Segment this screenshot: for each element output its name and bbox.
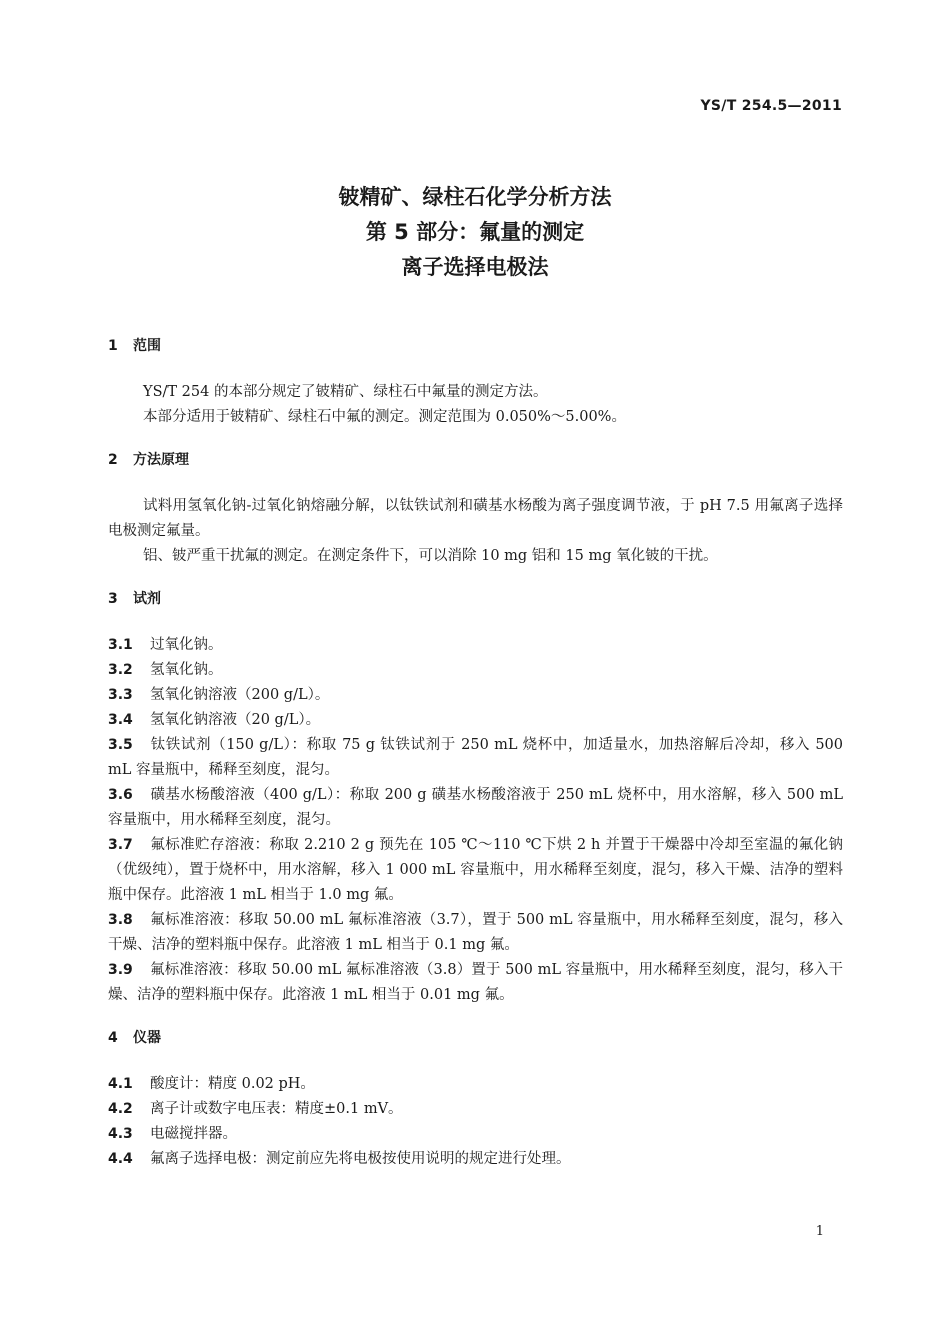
section-title: 范围 [133, 338, 161, 354]
list-item [108, 1147, 843, 1172]
list-item [108, 658, 843, 683]
item-text: 酸度计：精度 0.02 pH。 [150, 1076, 315, 1092]
section-number: 1 [108, 338, 118, 354]
list-item [108, 1072, 843, 1097]
item-text: 氟标准溶液：移取 50.00 mL 氟标准溶液（3.8）置于 500 mL 容量瓶中，用水稀释至刻度，混匀，移入干燥、洁净的塑料瓶中保存。此溶液 1 mL 相当于 0.01 mg 氟。 [108, 962, 843, 1003]
list-item [108, 683, 843, 708]
list-item [108, 908, 843, 958]
list-item [108, 708, 843, 733]
section-heading-apparatus [108, 1026, 843, 1050]
section-number: 4 [108, 1030, 118, 1046]
item-text: 磺基水杨酸溶液（400 g/L）：称取 200 g 磺基水杨酸溶液于 250 mL 烧杯中，用水溶解，移入 500 mL 容量瓶中，用水稀释至刻度，混匀。 [108, 787, 843, 828]
section-heading-scope [108, 334, 843, 358]
document-body [108, 334, 843, 1172]
item-text: 离子计或数字电压表：精度±0.1 mV。 [150, 1101, 403, 1117]
list-item [108, 958, 843, 1008]
document-title [0, 180, 950, 285]
section-number: 3 [108, 591, 118, 607]
item-number: 4.1 [108, 1076, 133, 1092]
list-item [108, 633, 843, 658]
title-line-2: 第 5 部分：氟量的测定 [365, 220, 585, 244]
item-number: 3.1 [108, 637, 133, 653]
section-title: 试剂 [133, 591, 161, 607]
item-number: 3.9 [108, 962, 133, 978]
paragraph: 本部分适用于铍精矿、绿柱石中氟的测定。测定范围为 0.050%～5.00%。 [143, 409, 626, 425]
title-line-1: 铍精矿、绿柱石化学分析方法 [338, 185, 612, 209]
item-number: 3.5 [108, 737, 133, 753]
item-number: 3.8 [108, 912, 133, 928]
item-text: 过氧化钠。 [150, 637, 223, 653]
item-number: 4.4 [108, 1151, 133, 1167]
item-number: 4.3 [108, 1126, 133, 1142]
item-text: 氢氧化钠。 [150, 662, 223, 678]
section-title: 仪器 [133, 1030, 161, 1046]
list-item [108, 1097, 843, 1122]
list-item [108, 833, 843, 908]
paragraph: YS/T 254 的本部分规定了铍精矿、绿柱石中氟量的测定方法。 [143, 384, 548, 400]
item-number: 3.6 [108, 787, 133, 803]
item-text: 氟标准贮存溶液：称取 2.210 2 g 预先在 105 ℃～110 ℃下烘 2 h 并置于干燥器中冷却至室温的氟化钠（优级纯），置于烧杯中，用水溶解，移入 1 000 mL 容量瓶中，用水稀释至刻度，混匀，移入干燥、洁净的塑料瓶中保存。此溶液 1 mL 相当于 1.0 mg 氟。 [108, 837, 843, 903]
item-text: 钛铁试剂（150 g/L）：称取 75 g 钛铁试剂于 250 mL 烧杯中，加适量水，加热溶解后冷却，移入 500 mL 容量瓶中，稀释至刻度，混匀。 [108, 737, 843, 778]
item-number: 3.7 [108, 837, 133, 853]
paragraph: 试料用氢氧化钠-过氧化钠熔融分解，以钛铁试剂和磺基水杨酸为离子强度调节液，于 pH 7.5 用氟离子选择电极测定氟量。 [108, 498, 843, 539]
item-number: 3.2 [108, 662, 133, 678]
list-item [108, 783, 843, 833]
section-number: 2 [108, 452, 118, 468]
standard-number: YS/T 254.5—2011 [700, 98, 842, 114]
section-heading-principle [108, 448, 843, 472]
item-number: 4.2 [108, 1101, 133, 1117]
item-text: 氢氧化钠溶液（200 g/L）。 [150, 687, 330, 703]
list-item [108, 733, 843, 783]
item-text: 氟标准溶液：移取 50.00 mL 氟标准溶液（3.7），置于 500 mL 容量瓶中，用水稀释至刻度，混匀，移入干燥、洁净的塑料瓶中保存。此溶液 1 mL 相当于 0.1 mg 氟。 [108, 912, 843, 953]
title-line-3: 离子选择电极法 [401, 255, 549, 279]
section-title: 方法原理 [133, 452, 189, 468]
list-item [108, 1122, 843, 1147]
item-number: 3.4 [108, 712, 133, 728]
item-text: 氢氧化钠溶液（20 g/L）。 [150, 712, 321, 728]
section-heading-reagents [108, 587, 843, 611]
item-number: 3.3 [108, 687, 133, 703]
item-text: 电磁搅拌器。 [150, 1126, 237, 1142]
paragraph: 铝、铍严重干扰氟的测定。在测定条件下，可以消除 10 mg 铝和 15 mg 氧化铍的干扰。 [143, 548, 718, 564]
item-text: 氟离子选择电极：测定前应先将电极按使用说明的规定进行处理。 [150, 1151, 571, 1167]
page-number: 1 [815, 1224, 824, 1239]
